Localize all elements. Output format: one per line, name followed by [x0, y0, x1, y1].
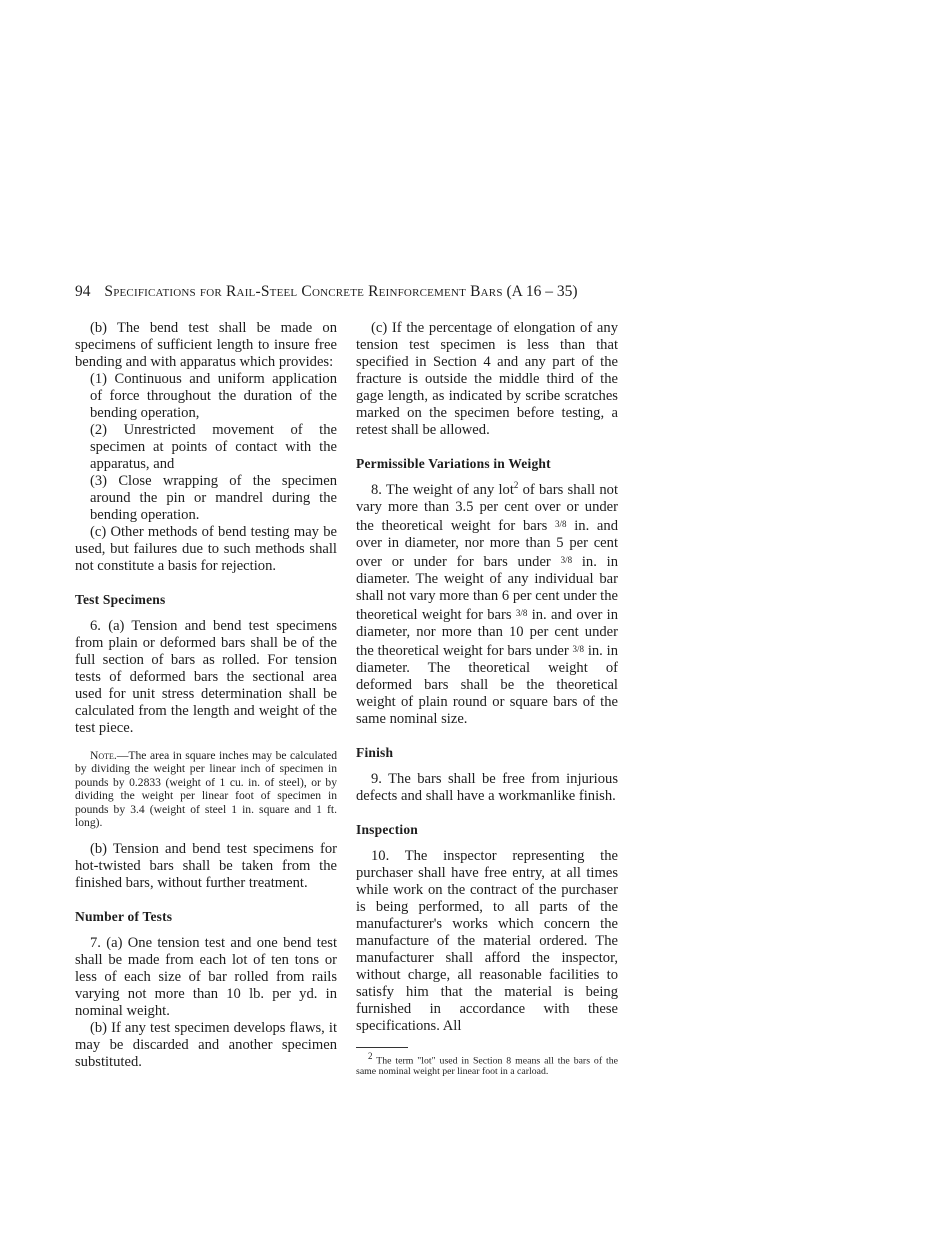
footnote: $^2$ The term "lot" used in Section 8 means all the bars of the same nominal weight per linear foot in a carload.	[356, 1051, 618, 1077]
running-header	[75, 283, 620, 301]
fraction: 3/8	[555, 519, 567, 529]
heading-number-of-tests: Number of Tests	[75, 909, 173, 925]
note-label: Note.	[90, 749, 117, 762]
paragraph-7c: (c) If the percentage of elongation of any tension test specimen is less than that specified in Section 4 and any part of the fracture is outside the middle third of the gage length, as indicated by scribe scratches marked on the specimen before testing, a retest shall be allowed.	[356, 320, 618, 438]
paragraph-8: 8. The weight of any lot$^2$ of bars shall not vary more than 3.5 per cent over or under the theoretical weight for bars $^{3/8}$ in. and over in diameter, nor more than 5 per cent over or under for bars under $^{3/8}$ in. in diameter. The weight of any individual bar shall not vary more than 6 per cent under the theoretical weight for bars $^{3/8}$ in. and over in diameter, nor more than 10 per cent under the theoretical weight for bars under $^{3/8}$ in. in diameter. The theoretical weight of deformed bars shall be the theoretical weight of plain round or square bars of the same nominal size.	[356, 480, 618, 727]
note	[75, 749, 337, 829]
heading-test-specimens: Test Specimens	[75, 592, 166, 607]
footnote-ref: 2	[513, 480, 519, 491]
paragraph-10: 10. The inspector representing the purchaser shall have free entry, at all times while work on the contract of the purchaser is being performed, to all parts of the manufacturer's works which concern the manufacture of the material ordered. The manufacturer shall afford the inspector, without charge, all reasonable facilities to satisfy him that the material is being furnished in accordance with these specifications. All	[356, 848, 618, 1034]
running-title: Specifications for Rail-Steel Concrete Reinforcement Bars	[104, 283, 503, 300]
paragraph-6a: 6. (a) Tension and bend test specimens from plain or deformed bars shall be of the full section of bars as rolled. For tension tests of deformed bars the sectional area used for unit stress determination shall be calculated from the length and weight of the test piece.	[75, 618, 337, 736]
paragraph-7b: (b) If any test specimen develops flaws, it may be discarded and another specimen substituted.	[75, 1020, 337, 1071]
paragraph-7a: 7. (a) One tension test and one bend test shall be made from each lot of ten tons or less of each size of bar rolled from rails varying not more than 10 lb. per yd. in nominal weight.	[75, 935, 337, 1020]
paragraph-5c: (c) Other methods of bend testing may be used, but failures due to such methods shall not constitute a basis for rejection.	[75, 524, 337, 574]
heading-permissible-variations: Permissible Variations in Weight	[356, 456, 551, 471]
fraction: 3/8	[572, 644, 585, 654]
heading-finish: Finish	[356, 745, 394, 760]
list-item-2: (2) Unrestricted movement of the specimen at points of contact with the apparatus, and	[90, 422, 337, 472]
note-text: —The area in square inches may be calculated by dividing the weight per linear inch of specimen in pounds by 0.2833 (weight of 1 cu. in. of steel), or by dividing the weight per linear foot of specimen in pounds by 3.4 (weight of steel 1 in. square and 1 ft. long).	[75, 749, 337, 830]
footnote-divider	[356, 1047, 408, 1048]
fraction: 3/8	[560, 555, 573, 565]
paragraph-9: 9. The bars shall be free from injurious defects and shall have a workmanlike finish.	[356, 771, 618, 804]
left-column	[75, 320, 337, 1071]
page-number: 94	[75, 283, 91, 300]
heading-inspection: Inspection	[356, 822, 419, 837]
right-column	[356, 320, 618, 1077]
paragraph-5b: (b) The bend test shall be made on specimens of sufficient length to insure free bending and with apparatus which provides:	[75, 320, 337, 370]
designation: (A 16 – 35)	[506, 283, 578, 300]
paragraph-6b: (b) Tension and bend test specimens for hot-twisted bars shall be taken from the finished bars, without further treatment.	[75, 841, 337, 892]
list-item-3: (3) Close wrapping of the specimen around the pin or mandrel during the bending operation.	[90, 473, 337, 523]
list-item-1: (1) Continuous and uniform application of force throughout the duration of the bending operation,	[90, 371, 337, 421]
fraction: 3/8	[515, 608, 528, 618]
